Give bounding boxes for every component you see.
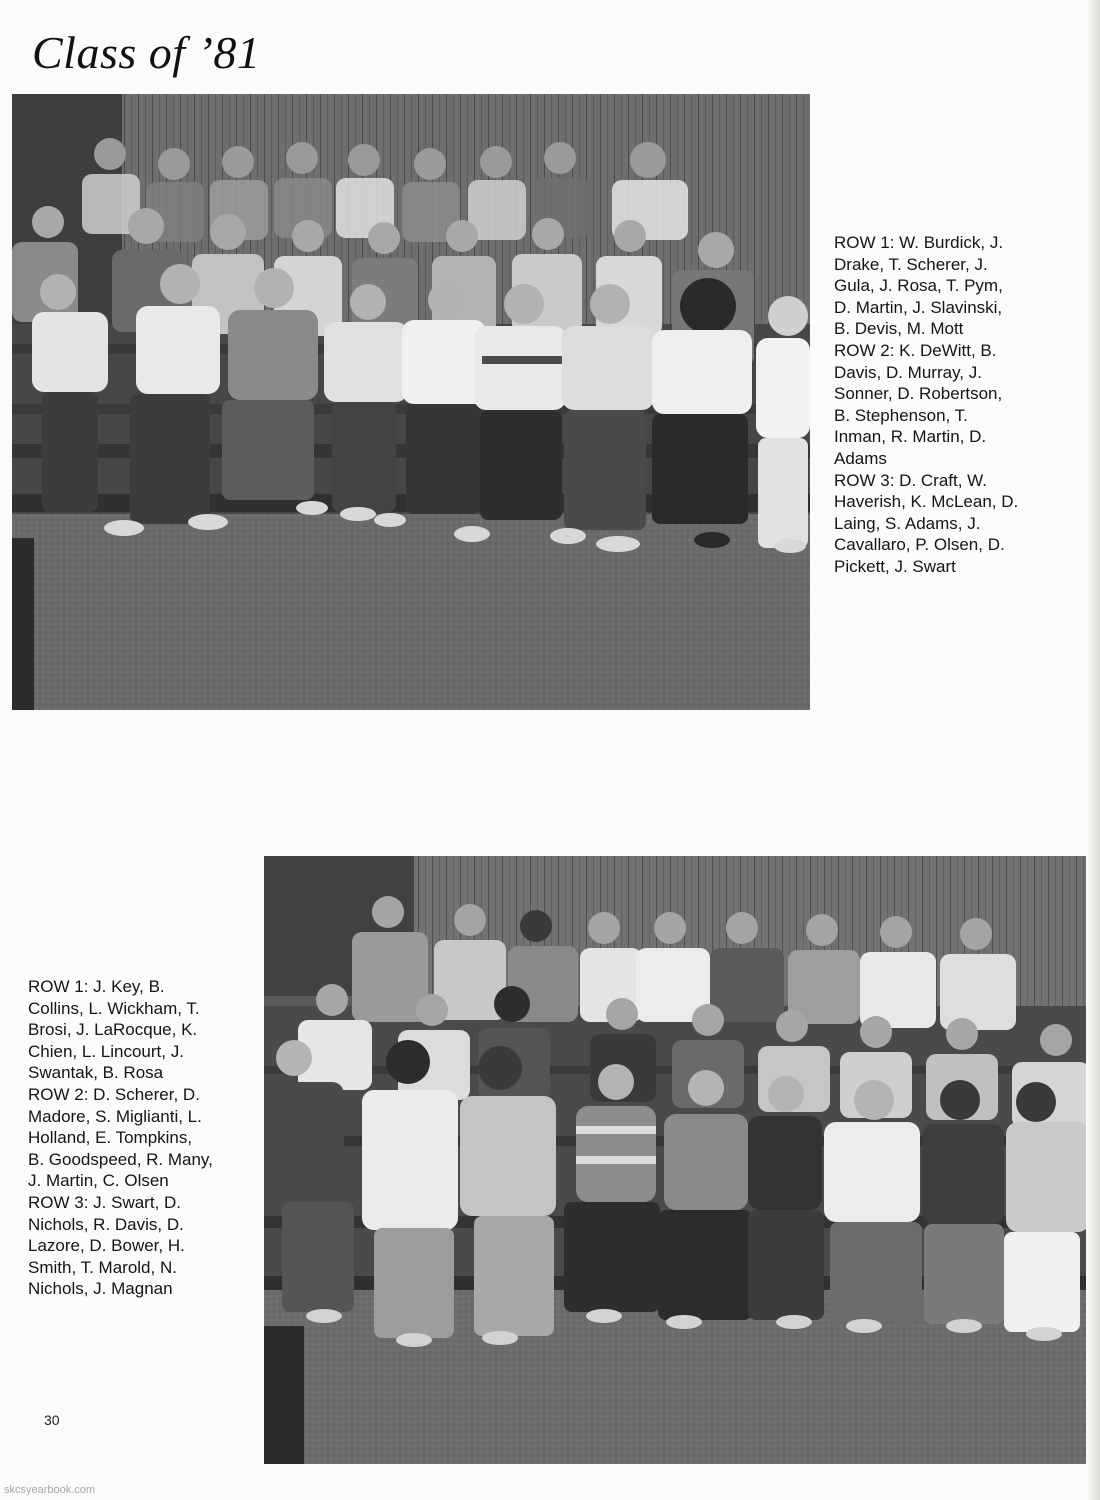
page-number: 30 [44, 1412, 60, 1428]
photo-caption-bottom: ROW 1: J. Key, B. Collins, L. Wickham, T. Brosi, J. LaRocque, K. Chien, L. Lincourt, J. Swantak, B. Rosa ROW 2: D. Scherer, D. Madore, S. Miglianti, L. Holland, E. Tompkins, B. Goodspeed, R. Many, J. Martin, C. Olsen ROW 3: J. Swart, D. Nichols, R. Davis, D. Lazore, D. Bower, H. Smith, T. Marold, N. Nichols, J. Magnan [28, 977, 213, 1299]
page-title: Class of ’81 [32, 27, 261, 78]
class-photo-top [12, 94, 810, 710]
photo-caption-top: ROW 1: W. Burdick, J. Drake, T. Scherer, J. Gula, J. Rosa, T. Pym, D. Martin, J. Slavinski, B. Devis, M. Mott ROW 2: K. DeWitt, B. Davis, D. Murray, J. Sonner, D. Robertson, B. Stephenson, T. Inman, R. Martin, D. Adams ROW 3: D. Craft, W. Haverish, K. McLean, D. Laing, S. Adams, J. Cavallaro, P. Olsen, D. Pickett, J. Swart [834, 233, 1019, 576]
class-photo-bottom [264, 856, 1090, 1464]
page-binding-shadow [1086, 0, 1100, 1500]
site-watermark: skcsyearbook.com [4, 1484, 96, 1496]
